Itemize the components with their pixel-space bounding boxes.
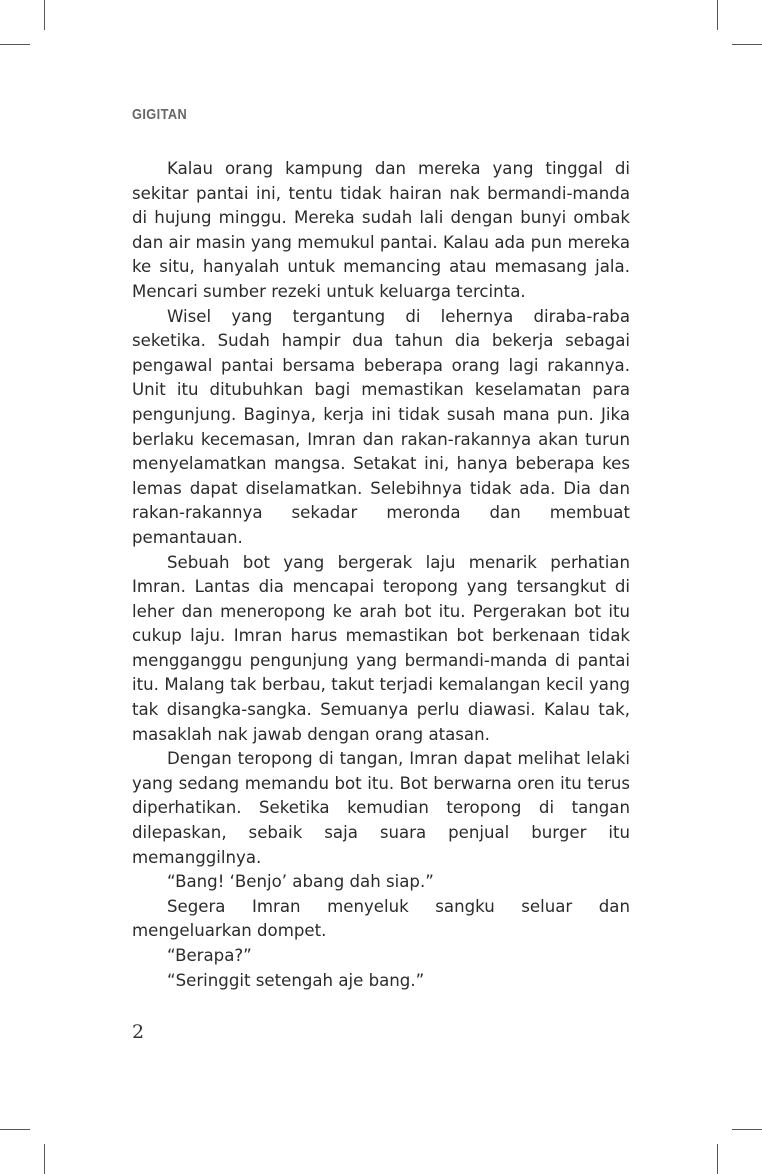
- crop-mark-bottom-left-vertical: [44, 1144, 45, 1174]
- crop-mark-bottom-left-horizontal: [0, 1129, 30, 1130]
- crop-mark-bottom-right-vertical: [717, 1144, 718, 1174]
- paragraph: Segera Imran menyeluk sangku seluar dan mengeluarkan dompet.: [132, 896, 630, 941]
- body-text: [132, 157, 630, 993]
- running-head: GIGITAN: [132, 106, 188, 123]
- dialogue-line: “Seringgit setengah aje bang.”: [167, 970, 425, 990]
- dialogue-line: “Bang! ‘Benjo’ abang dah siap.”: [167, 872, 434, 892]
- paragraph: Sebuah bot yang bergerak laju menarik perhatian Imran. Lantas dia mencapai teropong yang tersangkut di leher dan meneropong ke arah bot itu. Pergerakan bot itu cukup laju. Imran harus memastikan bot berkenaan tidak mengganggu pengunjung yang bermandi-manda di pantai itu. Malang tak berbau, takut terjadi kemalangan kecil yang tak disangka-sangka. Semuanya perlu diawasi. Kalau tak, masaklah nak jawab dengan orang atasan.: [132, 552, 630, 744]
- crop-mark-top-left-horizontal: [0, 44, 30, 45]
- dialogue-line: “Berapa?”: [167, 946, 252, 965]
- crop-mark-top-right-vertical: [717, 0, 718, 30]
- paragraph: Dengan teropong di tangan, Imran dapat melihat lelaki yang sedang memandu bot itu. Bot berwarna oren itu terus diperhatikan. Seketika kemudian teropong di tangan dilepaskan, sebaik saja suara penjual burger itu memanggilnya.: [132, 749, 630, 867]
- crop-mark-top-right-horizontal: [732, 44, 762, 45]
- crop-mark-top-left-vertical: [44, 0, 45, 30]
- paragraph: Wisel yang tergantung di lehernya diraba-raba seketika. Sudah hampir dua tahun dia bekerja sebagai pengawal pantai bersama beberapa orang lagi rakannya. Unit itu ditubuhkan bagi memastikan keselamatan para pengunjung. Baginya, kerja ini tidak susah mana pun. Jika berlaku kecemasan, Imran dan rakan-rakannya akan turun menyelamatkan mangsa. Setakat ini, hanya beberapa kes lemas dapat diselamatkan. Selebihnya tidak ada. Dia dan rakan-rakannya sekadar meronda dan membuat pemantauan.: [132, 306, 630, 547]
- page-number: 2: [132, 1021, 145, 1043]
- crop-mark-bottom-right-horizontal: [732, 1129, 762, 1130]
- paragraph: Kalau orang kampung dan mereka yang tinggal di sekitar pantai ini, tentu tidak hairan nak bermandi-manda di hujung minggu. Mereka sudah lali dengan bunyi ombak dan air masin yang memukul pantai. Kalau ada pun mereka ke situ, hanyalah untuk memancing atau memasang jala. Mencari sumber rezeki untuk keluarga tercinta.: [132, 159, 630, 301]
